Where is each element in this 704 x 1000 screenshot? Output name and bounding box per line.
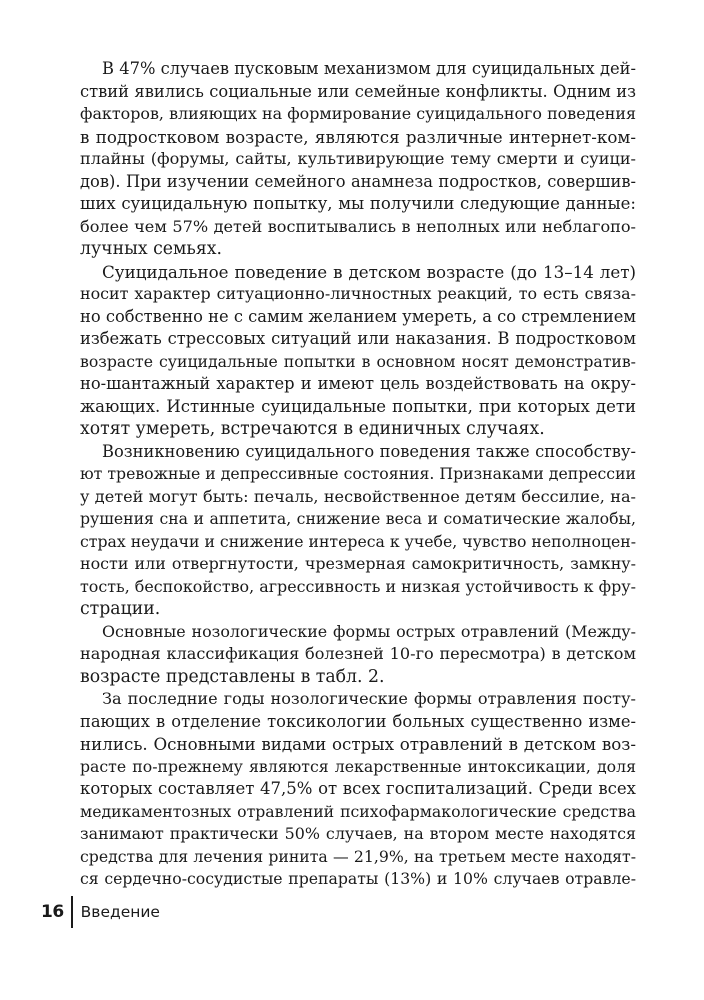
- text-line: дов). При изучении семейного анамнеза подростков, совершив-: [80, 171, 636, 191]
- text-line: Основные нозологические формы острых отравлений (Между-: [102, 621, 636, 641]
- paragraph-4: [80, 621, 636, 689]
- text-line: ся сердечно-сосудистые препараты (13%) и 10% случаев отравле-: [80, 869, 636, 888]
- text-line: тость, беспокойство, агрессивность и низкая устойчивость к фру-: [80, 576, 636, 596]
- paragraph-2: [80, 261, 636, 441]
- text-line: нились. Основными видами острых отравлений в детском воз-: [80, 734, 636, 754]
- running-section-title: Введение: [80, 903, 160, 921]
- text-line: Суицидальное поведение в детском возрасте (до 13–14 лет): [102, 261, 636, 282]
- paragraph-3: [80, 441, 636, 621]
- page-number: 16: [41, 902, 64, 922]
- text-line: ности или отвергнутости, чрезмерная самокритичность, замкну-: [80, 554, 636, 573]
- text-line: народная классификация болезней 10-го пересмотра) в детском: [80, 644, 636, 663]
- text-line: избежать стрессовых ситуаций или наказания. В подростковом: [80, 329, 636, 348]
- footer-divider: [71, 896, 73, 928]
- text-line: пающих в отделение токсикологии больных существенно изме-: [80, 711, 636, 731]
- text-line: страх неудачи и снижение интереса к учебе, чувство неполноцен-: [80, 531, 637, 551]
- page-footer: [41, 896, 160, 928]
- text-line: более чем 57% детей воспитывались в неполных или неблагопо-: [80, 216, 636, 236]
- text-line: которых составляет 47,5% от всех госпитализаций. Среди всех: [80, 779, 636, 798]
- text-line: занимают практически 50% случаев, на втором месте находятся: [80, 824, 636, 843]
- text-line: страции.: [80, 599, 161, 619]
- text-line: медикаментозных отравлений психофармакологические средства: [80, 801, 636, 821]
- text-line: хотят умереть, встречаются в единичных случаях.: [80, 419, 545, 439]
- body-text: [80, 58, 636, 891]
- text-line: у детей могут быть: печаль, несвойственное детям бессилие, на-: [80, 486, 636, 506]
- text-line: В 47% случаев пусковым механизмом для суицидальных дей-: [102, 59, 636, 78]
- paragraph-5: [80, 688, 636, 891]
- text-line: жающих. Истинные суицидальные попытки, при которых дети: [80, 396, 636, 416]
- text-line: Возникновению суицидального поведения также способству-: [102, 441, 636, 461]
- text-line: За последние годы нозологические формы отравления посту-: [102, 689, 636, 708]
- text-line: возрасте представлены в табл. 2.: [80, 666, 385, 687]
- text-line: ют тревожные и депрессивные состояния. Признаками депрессии: [80, 464, 636, 483]
- text-line: рушения сна и аппетита, снижение веса и соматические жалобы,: [80, 509, 636, 528]
- text-line: в подростковом возрасте, являются различные интернет-ком-: [80, 126, 636, 147]
- text-line: лучных семьях.: [80, 239, 222, 259]
- text-line: факторов, влияющих на формирование суицидального поведения: [80, 104, 636, 123]
- paragraph-1: [80, 58, 636, 261]
- text-line: носит характер ситуационно-личностных реакций, то есть связа-: [80, 284, 636, 303]
- text-line: возрасте суицидальные попытки в основном носят демонстратив-: [80, 351, 636, 371]
- text-line: ших суицидальную попытку, мы получили следующие данные:: [80, 194, 636, 213]
- text-line: но-шантажный характер и имеют цель воздействовать на окру-: [80, 374, 636, 393]
- text-line: плайны (форумы, сайты, культивирующие тему смерти и суици-: [80, 149, 636, 168]
- text-line: но собственно не с самим желанием умереть, а со стремлением: [80, 306, 637, 326]
- text-line: средства для лечения ринита — 21,9%, на третьем месте находят-: [80, 846, 636, 866]
- text-line: ствий явились социальные или семейные конфликты. Одним из: [80, 81, 636, 101]
- text-line: расте по-прежнему являются лекарственные интоксикации, доля: [80, 756, 636, 776]
